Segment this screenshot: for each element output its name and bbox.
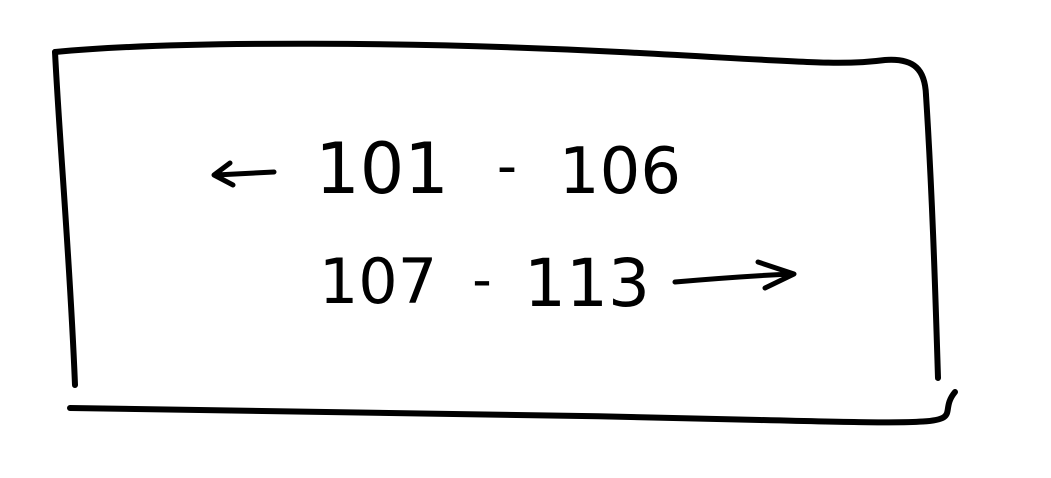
- range-separator-left: -: [496, 134, 518, 199]
- frame-left-edge: [55, 52, 75, 385]
- room-range-start-right: 107: [318, 245, 438, 318]
- right-arrow-icon: [675, 262, 794, 288]
- sign-frame: [55, 44, 955, 423]
- sign-row-right: [319, 245, 794, 322]
- room-range-end-left: 106: [558, 135, 682, 209]
- range-separator-right: -: [472, 248, 492, 311]
- frame-top-edge: [55, 44, 926, 95]
- sign-row-left: [214, 128, 681, 210]
- left-arrow-icon: [214, 163, 274, 185]
- room-range-start-left: 101: [315, 128, 449, 210]
- room-range-end-right: 113: [524, 245, 650, 322]
- frame-bottom-edge: [70, 392, 955, 422]
- frame-right-edge: [926, 95, 938, 378]
